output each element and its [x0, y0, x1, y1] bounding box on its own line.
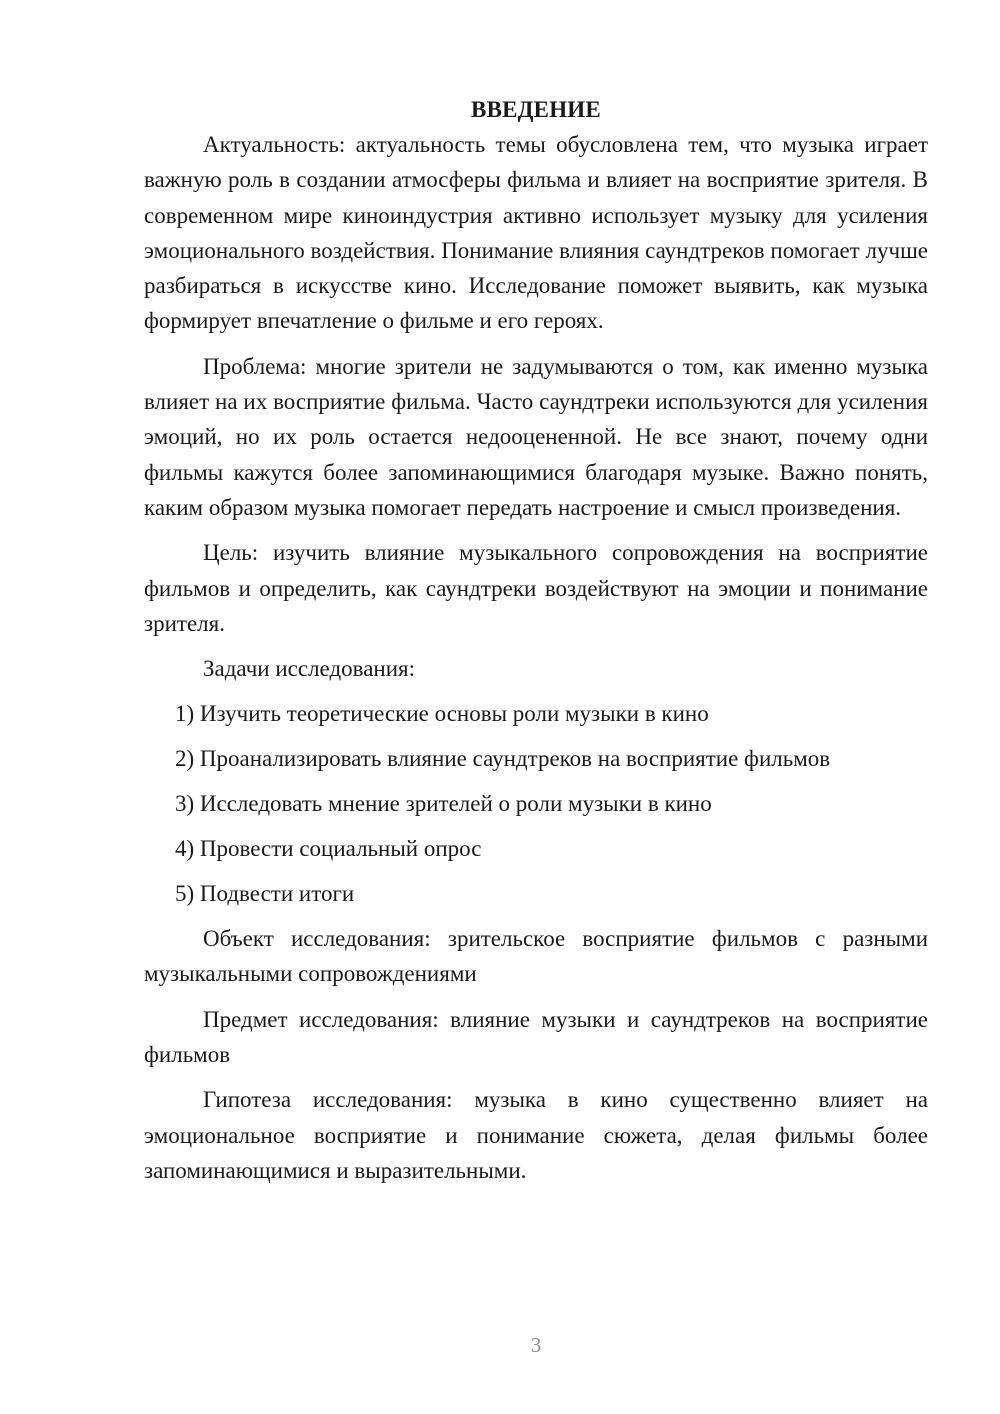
- task-item-2: 2) Проанализировать влияние саундтреков на восприятие фильмов: [175, 746, 831, 772]
- hypothesis-paragraph: Гипотеза исследования: музыка в кино существенно влияет на эмоциональное восприятие и понимание сюжета, делая фильмы более запоминающимися и выразительными.: [144, 1087, 928, 1183]
- task-item-1: 1) Изучить теоретические основы роли музыки в кино: [175, 701, 709, 727]
- page-number: 3: [530, 1333, 542, 1357]
- task-item-5: 5) Подвести итоги: [175, 881, 355, 907]
- object-paragraph: Объект исследования: зрительское восприятие фильмов с разными музыкальными сопровождениями: [144, 926, 928, 987]
- subject-paragraph: Предмет исследования: влияние музыки и саундтреков на восприятие фильмов: [144, 1006, 928, 1068]
- task-item-4: 4) Провести социальный опрос: [175, 836, 482, 862]
- problem-paragraph: Проблема: многие зрители не задумываются о том, как именно музыка влияет на их восприятие фильма. Часто саундтреки используются для усиления эмоций, но их роль остается недооцененной. Не все знают, почему одни фильмы кажутся более запоминающимися благодаря музыке. Важно понять, каким образом музыка помогает передать настроение и смысл произведения.: [144, 353, 928, 520]
- page-content: [144, 92, 928, 1198]
- task-item-3: 3) Исследовать мнение зрителей о роли музыки в кино: [175, 791, 712, 817]
- tasks-list: [144, 696, 928, 911]
- goal-paragraph: Цель: изучить влияние музыкального сопровождения на восприятие фильмов и определить, как саундтреки воздействуют на эмоции и понимание зрителя.: [144, 540, 928, 636]
- section-title: ВВЕДЕНИЕ: [471, 97, 601, 122]
- tasks-heading: Задачи исследования:: [203, 656, 416, 682]
- relevance-paragraph: Актуальность: актуальность темы обусловлена тем, что музыка играет важную роль в создании атмосферы фильма и влияет на восприятие зрителя. В современном мире киноиндустрия активно использует музыку для усиления эмоционального воздействия. Понимание влияния саундтреков помогает лучше разбираться в искусстве кино. Исследование поможет выявить, как музыка формирует впечатление о фильме и его героях.: [144, 132, 928, 334]
